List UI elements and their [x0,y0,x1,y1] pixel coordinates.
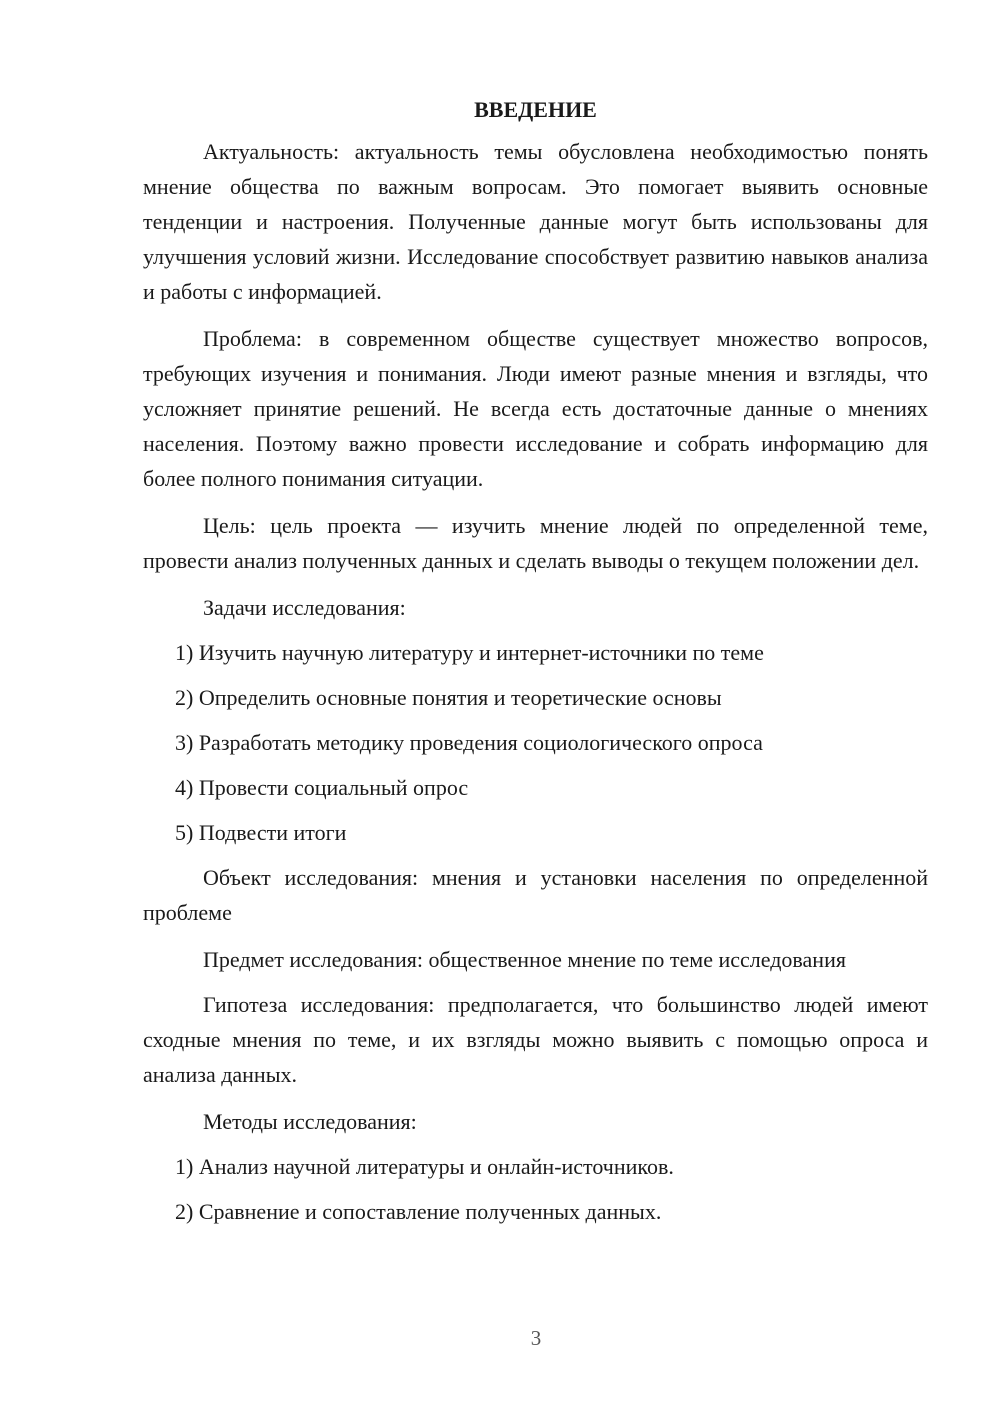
subject-paragraph: Предмет исследования: общественное мнение по теме исследования [203,947,846,972]
object-paragraph: Объект исследования: мнения и установки населения по определенной проблеме [143,865,928,925]
document-body [143,92,928,1239]
page-number: 3 [530,1326,542,1350]
problem-paragraph: Проблема: в современном обществе существует множество вопросов, требующих изучения и понимания. Люди имеют разные мнения и взгляды, что усложняет принятие решений. Не всегда есть достаточные данные о мнениях населения. Поэтому важно провести исследование и собрать информацию для более полного понимания ситуации. [143,326,928,491]
task-item: 3) Разработать методику проведения социологического опроса [175,730,763,755]
hypothesis-paragraph: Гипотеза исследования: предполагается, что большинство людей имеют сходные мнения по теме, и их взгляды можно выявить с помощью опроса и анализа данных. [143,992,928,1087]
method-item: 2) Сравнение и сопоставление полученных данных. [175,1199,662,1224]
goal-paragraph: Цель: цель проекта — изучить мнение людей по определенной теме, провести анализ полученных данных и сделать выводы о текущем положении дел. [143,513,928,573]
tasks-heading: Задачи исследования: [203,595,406,620]
method-item: 1) Анализ научной литературы и онлайн-источников. [175,1154,674,1179]
methods-heading: Методы исследования: [203,1109,417,1134]
page-title: ВВЕДЕНИЕ [474,97,597,122]
task-item: 1) Изучить научную литературу и интернет-источники по теме [175,640,764,665]
task-item: 2) Определить основные понятия и теоретические основы [175,685,722,710]
task-item: 4) Провести социальный опрос [175,775,469,800]
task-item: 5) Подвести итоги [175,820,347,845]
relevance-paragraph: Актуальность: актуальность темы обусловлена необходимостью понять мнение общества по важным вопросам. Это помогает выявить основные тенденции и настроения. Полученные данные могут быть использованы для улучшения условий жизни. Исследование способствует развитию навыков анализа и работы с информацией. [143,139,928,304]
